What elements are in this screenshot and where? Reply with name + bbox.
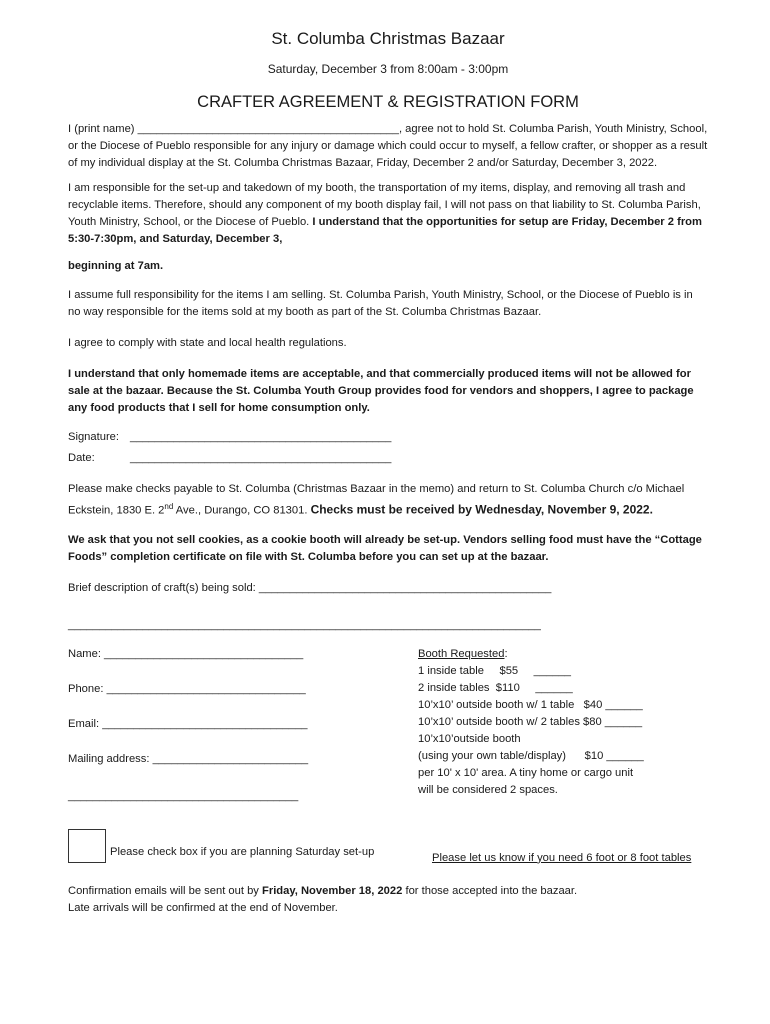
cookies-paragraph: We ask that you not sell cookies, as a cookie booth will already be set-up. Vendors selling food must have the “Cottage Foods” completion certificate on file with St. Columba before you can set up at the bazaar. (68, 533, 702, 563)
saturday-setup-label: Please check box if you are planning Saturday set-up (110, 845, 375, 858)
craft-description-line2[interactable]: ____________________________________________________________________________ (68, 618, 541, 631)
document-page (68, 30, 708, 917)
setup-times-continued: beginning at 7am. (68, 260, 164, 272)
contact-fields (68, 646, 398, 823)
payment-deadline: Checks must be received by Wednesday, November 9, 2022. (310, 502, 653, 517)
booth-options (418, 646, 708, 823)
booth-option-5: 10’x10’outside booth (418, 732, 521, 745)
booth-note-2: will be considered 2 spaces. (418, 783, 558, 796)
email-field[interactable]: Email: _________________________________ (68, 717, 308, 730)
setup-times: I understand that the opportunities for setup are Friday, December 2 from 5:30-7:30pm, and Saturday, December 3, (68, 216, 702, 245)
saturday-setup-row (68, 829, 708, 863)
booth-note: per 10' x 10' area. A tiny home or cargo unit (418, 766, 634, 779)
payment-paragraph (68, 481, 708, 520)
date-row (68, 450, 708, 467)
confirmation-line-2: Late arrivals will be confirmed at the end of November. (68, 901, 338, 914)
booth-heading-text: Booth Requested (418, 647, 505, 660)
liability-paragraph: I (print name) __________________________________________, agree not to hold St. Columba Parish, Youth Ministry, School, or the Diocese of Pueblo responsible for any injury or damage which could occur to myself, a fellow crafter, or shopper as a result of my individual display at the St. Columba Christmas Bazaar, Friday, December 2 and/or Saturday, December 3, 2022. (68, 123, 708, 169)
booth-option-5-detail[interactable]: (using your own table/display) $10 ______ (418, 749, 644, 762)
booth-heading-colon: : (504, 647, 508, 660)
confirmation-text-2: for those accepted into the bazaar. (402, 884, 578, 897)
date-label: Date: (68, 452, 95, 464)
health-paragraph: I agree to comply with state and local health regulations. (68, 337, 347, 349)
payment-address: Ave., Durango, CO 81301. (173, 504, 308, 517)
table-size-note: Please let us know if you need 6 foot or 8 foot tables (432, 851, 692, 864)
phone-field[interactable]: Phone: ________________________________ (68, 682, 306, 695)
responsibility-paragraph: I assume full responsibility for the items I am selling. St. Columba Parish, Youth Ministry, School, or the Diocese of Pueblo is in no way responsible for the items sold at my booth as part of the St. Columba Christmas Bazaar. (68, 289, 693, 318)
craft-description-field[interactable]: Brief description of craft(s) being sold: _______________________________________________ (68, 581, 552, 594)
mailing-address-line2[interactable]: _____________________________________ (68, 789, 299, 802)
name-field[interactable]: Name: ________________________________ (68, 647, 304, 660)
booth-heading (418, 646, 708, 663)
setup-paragraph (68, 180, 708, 248)
registration-section (68, 646, 708, 823)
mailing-address-field[interactable]: Mailing address: _________________________ (68, 752, 309, 765)
confirmation-text: Confirmation emails will be sent out by (68, 884, 263, 897)
payment-text: Please make checks payable to St. Columba (Christmas Bazaar in the memo) and return to St. Columba Church c/o Michael Eckstein, 1830 E. 2 (68, 483, 685, 517)
confirmation-line-1 (68, 883, 708, 900)
setup-text: I am responsible for the set-up and takedown of my booth, the transportation of my items, display, and removing all trash and recyclable items. Therefore, should any component of my booth display fail, I will not pass on that liability to St. Columba Parish, Youth Ministry, School, or the Diocese of Pueblo. (68, 182, 701, 228)
homemade-paragraph: I understand that only homemade items are acceptable, and that commercially produced items will not be allowed for sale at the bazaar. Because the St. Columba Youth Group provides food for vendors and shoppers, I agree to package any food products that I sell for home consumption only. (68, 368, 694, 414)
date-field[interactable]: __________________________________________ (130, 452, 392, 464)
ordinal-suffix: nd (164, 502, 174, 511)
confirmation-date: Friday, November 18, 2022 (262, 884, 403, 897)
signature-row (68, 429, 708, 446)
booth-option-2[interactable]: 2 inside tables $110 ______ (418, 681, 573, 694)
booth-option-3[interactable]: 10’x10’ outside booth w/ 1 table $40 ______ (418, 698, 643, 711)
document-title: St. Columba Christmas Bazaar (271, 29, 505, 48)
signature-field[interactable]: __________________________________________ (130, 431, 392, 443)
booth-option-4[interactable]: 10’x10’ outside booth w/ 2 tables $80 ______ (418, 715, 643, 728)
form-title: CRAFTER AGREEMENT & REGISTRATION FORM (197, 93, 579, 111)
saturday-setup-checkbox[interactable] (68, 829, 106, 863)
event-date: Saturday, December 3 from 8:00am - 3:00pm (267, 62, 509, 76)
confirmation-paragraph (68, 883, 708, 917)
booth-option-1[interactable]: 1 inside table $55 ______ (418, 664, 572, 677)
signature-label: Signature: (68, 431, 119, 443)
